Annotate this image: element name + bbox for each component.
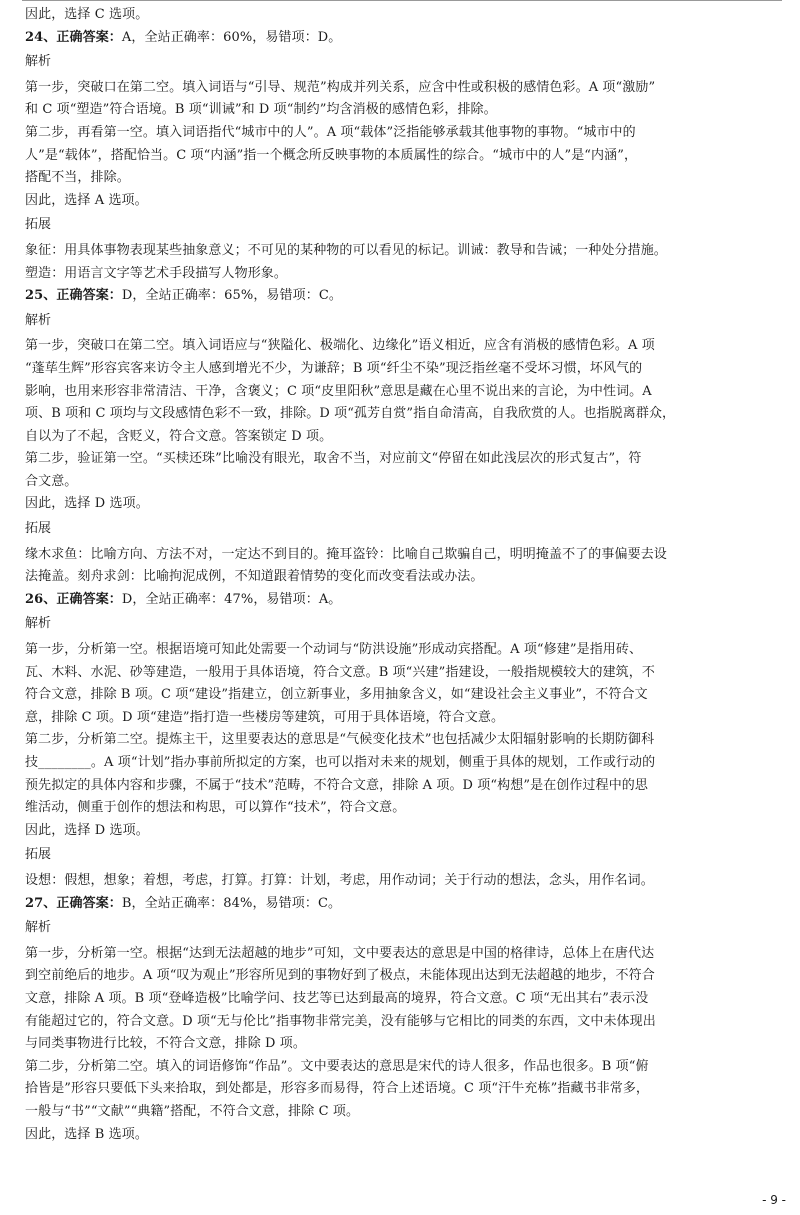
- analysis-text-line: 自以为了不起，含贬义，符合文意。答案锁定 D 项。: [25, 428, 333, 444]
- analysis-text-line: “蓬荜生辉”形容宾客来访令主人感到增光不少，为谦辞；B 项“纤尘不染”现泛指丝毫不受坏习惯，坏风气的: [25, 360, 643, 376]
- analysis-text-line: 合文意。: [25, 473, 78, 489]
- extension-text-line: 塑造：用语言文字等艺术手段描写人物形象。: [25, 265, 288, 281]
- answer-heading-label: 24、正确答案：: [25, 29, 122, 45]
- answer-heading-stats: D，全站正确率：47%，易错项：A。: [121, 591, 342, 607]
- analysis-text-line: 与同类事物进行比较，不符合文意，排除 D 项。: [25, 1036, 306, 1052]
- question-block: [25, 27, 785, 286]
- answer-heading-label: 27、正确答案：: [25, 895, 122, 911]
- extension-label: 拓展: [25, 217, 52, 233]
- extension-label: 拓展: [25, 521, 52, 537]
- analysis-label: 解析: [25, 54, 52, 70]
- analysis-text-line: 影响，也用来形容非常清洁、干净，含褒义；C 项“皮里阳秋”意思是藏在心里不说出来的言论，为中性词。A: [25, 383, 652, 399]
- extension-text-line: 象征：用具体事物表现某些抽象意义；不可见的某种物的可以看见的标记。训诫：教导和告诫；一种处分措施。: [25, 242, 667, 258]
- lead-conclusion: 因此，选择 C 选项。: [25, 7, 149, 22]
- answer-heading-label: 26、正确答案：: [25, 591, 122, 607]
- answer-heading-stats: A，全站正确率：60%，易错项：D。: [121, 29, 342, 45]
- analysis-text-line: 第二步，分析第二空。填入的词语修饰“作品”。文中要表达的意思是宋代的诗人很多，作品也很多。B 项“俯: [25, 1058, 649, 1074]
- answer-heading-stats: D，全站正确率：65%，易错项：C。: [121, 288, 342, 304]
- question-block: [25, 285, 785, 589]
- analysis-text-line: 因此，选择 D 选项。: [25, 496, 149, 512]
- analysis-text-line: 第二步，验证第一空。“买椟还珠”比喻没有眼光，取舍不当，对应前文“停留在如此浅层次的形式复古”，符: [25, 451, 642, 467]
- analysis-text-line: 技________。A 项“计划”指办事前所拟定的方案，也可以指对未来的规划，侧重于具体的规划，工作或行动的: [25, 755, 656, 770]
- extension-text-line: 法掩盖。刻舟求剑：比喻拘泥成例，不知道跟着情势的变化而改变看法或办法。: [25, 569, 484, 585]
- answer-heading-stats: B，全站正确率：84%，易错项：C。: [121, 895, 342, 911]
- page-content: [25, 4, 785, 1146]
- analysis-text-line: 第一步，分析第一空。根据语境可知此处需要一个动词与“防洪设施”形成动宾搭配。A 项“修建”是指用砖、: [25, 642, 643, 658]
- analysis-text-line: 第一步，突破口在第二空。填入词语应与“狭隘化、极端化、边缘化”语义相近，应含有消极的感情色彩。A 项: [25, 338, 655, 354]
- analysis-text-line: 搭配不当，排除。: [25, 170, 130, 186]
- page-number: - 9 -: [762, 1193, 786, 1207]
- analysis-text-line: 和 C 项“塑造”符合语境。B 项“训诫”和 D 项“制约”均含消极的感情色彩，排除。: [25, 102, 497, 118]
- question-block: [25, 589, 785, 893]
- analysis-label: 解析: [25, 920, 52, 936]
- answer-heading: [25, 893, 785, 916]
- analysis-label: 解析: [25, 616, 52, 632]
- analysis-text-line: 第二步，分析第二空。提炼主干，这里要表达的意思是“气候变化技术”也包括减少太阳辐射影响的长期防御科: [25, 732, 655, 748]
- extension-text-line: 设想：假想，想象；着想，考虑，打算。打算：计划，考虑，用作动词；关于行动的想法，念头，用作名词。: [25, 872, 654, 888]
- analysis-label: 解析: [25, 312, 52, 328]
- analysis-text-line: 瓦、木料、水泥、砂等建造，一般用于具体语境，符合文意。B 项“兴建”指建设，一般指规模较大的建筑，不: [25, 664, 655, 680]
- answer-heading: [25, 589, 785, 612]
- analysis-text-line: 拾皆是”形容只要低下头来拾取，到处都是，形容多而易得，符合上述语境。C 项“汗牛充栋”指藏书非常多，: [25, 1081, 650, 1097]
- answer-heading: [25, 285, 785, 308]
- analysis-text-line: 一般与“书”“文献”“典籍”搭配，不符合文意，排除 C 项。: [25, 1103, 360, 1119]
- analysis-text-line: 意，排除 C 项。D 项“建造”指打造一些楼房等建筑，可用于具体语境，符合文意。: [25, 709, 505, 725]
- question-list: [25, 27, 785, 1147]
- analysis-text-line: 维活动，侧重于创作的想法和构思，可以算作“技术”，符合文意。: [25, 800, 406, 816]
- answer-heading: [25, 27, 785, 50]
- answer-heading-label: 25、正确答案：: [25, 288, 122, 304]
- analysis-text-line: 文意，排除 A 项。B 项“登峰造极”比喻学问、技艺等已达到最高的境界，符合文意。C 项“无出其右”表示没: [25, 990, 649, 1006]
- analysis-text-line: 第一步，分析第一空。根据“达到无法超越的地步”可知，文中要表达的意思是中国的格律诗，总体上在唐代达: [25, 945, 655, 961]
- analysis-text-line: 因此，选择 A 选项。: [25, 192, 148, 208]
- analysis-text-line: 到空前绝后的地步。A 项“叹为观止”形容所见到的事物好到了极点，未能体现出达到无法超越的地步，不符合: [25, 968, 655, 984]
- analysis-text-line: 预先拟定的具体内容和步骤，不属于“技术”范畴，不符合文意，排除 A 项。D 项“构想”是在创作过程中的思: [25, 777, 648, 793]
- extension-text-line: 缘木求鱼：比喻方向、方法不对，一定达不到目的。掩耳盗铃：比喻自己欺骗自己，明明掩盖不了的事偏要去设: [25, 546, 667, 562]
- analysis-text-line: 符合文意，排除 B 项。C 项“建设”指建立，创立新事业，多用抽象含义，如“建设社会主义事业”，不符合文: [25, 687, 648, 703]
- analysis-text-line: 第二步，再看第一空。填入词语指代“城市中的人”。A 项“载体”泛指能够承载其他事物的事物。“城市中的: [25, 124, 636, 140]
- analysis-text-line: 人”是“载体”，搭配恰当。C 项“内涵”指一个概念所反映事物的本质属性的综合。“城市中的人”是“内涵”，: [25, 147, 638, 163]
- analysis-text-line: 因此，选择 D 选项。: [25, 822, 149, 838]
- analysis-text-line: 第一步，突破口在第二空。填入词语与“引导、规范”构成并列关系，应含中性或积极的感情色彩。A 项“激励”: [25, 79, 656, 95]
- extension-label: 拓展: [25, 847, 52, 863]
- question-block: [25, 893, 785, 1147]
- analysis-text-line: 有能超过它的，符合文意。D 项“无与伦比”指事物非常完美，没有能够与它相比的同类的东西，文中未体现出: [25, 1013, 656, 1029]
- analysis-text-line: 因此，选择 B 选项。: [25, 1126, 148, 1142]
- top-rule: [22, 0, 782, 1]
- analysis-text-line: 项、B 项和 C 项均与文段感情色彩不一致，排除。D 项“孤芳自赏”指自命清高，自我欣赏的人。也指脱离群众，: [25, 406, 676, 422]
